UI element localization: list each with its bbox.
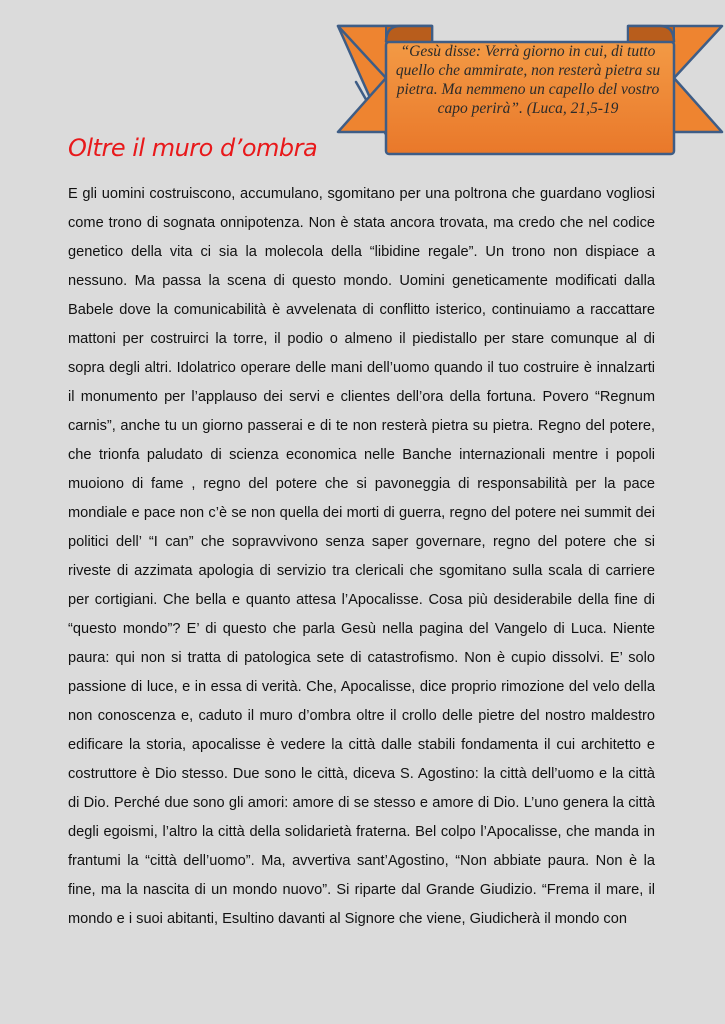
page-title: Oltre il muro d’ombra <box>68 134 318 162</box>
banner-quote: “Gesù disse: Verrà giorno in cui, di tutto quello che ammirate, non resterà pietra su pietra. Ma nemmeno un capello del vostro capo perirà”. (Luca, 21,5-19 <box>395 43 661 117</box>
article-body: E gli uomini costruiscono, accumulano, sgomitano per una poltrona che guardano vogliosi come trono di sognata onnipotenza. Non è stata ancora trovata, ma credo che nel codice genetico della vita ci sia la molecola della “libidine regale”. Un trono non dispiace a nessuno. Ma passa la scena di questo mondo. Uomini geneticamente modificati dalla Babele dove la comunicabilità è avvelenata di conflitto isterico, continuiamo a raccattare mattoni per costruirci la torre, il podio o almeno il piedistallo per stare comunque al di sopra degli altri. Idolatrico operare delle mani dell’uomo quando il tuo costruire è innalzarti il monumento per l’applauso dei servi e clientes dell’ora della fortuna. Povero “Regnum carnis”, anche tu un giorno passerai e di te non resterà pietra su pietra. Regno del potere, che trionfa paludato di scienza economica nelle Banche internazionali mentre i popoli muoiono di fame , regno del potere che si pavoneggia di responsabilità per la pace mondiale e pace non c’è se non quella dei morti di guerra, regno del potere nei summit dei politici dell’ “I can” che sopravvivono senza saper governare, regno del potere che si riveste di azzimata apologia di servizio tra clericali che sgomitano sulla scala di carriere per cortigiani. Che bella e quanto attesa l’Apocalisse. Cosa più desiderabile della fine di “questo mondo”? E’ di questo che parla Gesù nella pagina del Vangelo di Luca. Niente paura: qui non si tratta di patologica sete di catastrofismo. Non è cupio dissolvi. E’ solo passione di luce, e in essa di verità. Che, Apocalisse, dice proprio rimozione del velo della non conoscenza e, caduto il muro d’ombra oltre il crollo delle pietre del nostro maldestro edificare la storia, apocalisse è vedere la città dalle stabili fondamenta il cui architetto e costruttore è Dio stesso. Due sono le città, diceva S. Agostino: la città dell’uomo e la città di Dio. Perché due sono gli amori: amore di se stesso e amore di Dio. L’uno genera la città degli egoismi, l’altro la città della solidarietà fraterna. Bel colpo l’Apocalisse, che manda in frantumi la “città dell’uomo”. Ma, avvertiva sant’Agostino, “Non abbiate paura. Non è la fine, ma la nascita di un mondo nuovo”. Si riparte dal Grande Giudizio. “Frema il mare, il mondo e i suoi abitanti, Esultino davanti al Signore che viene, Giudicherà il mondo con <box>68 186 655 927</box>
